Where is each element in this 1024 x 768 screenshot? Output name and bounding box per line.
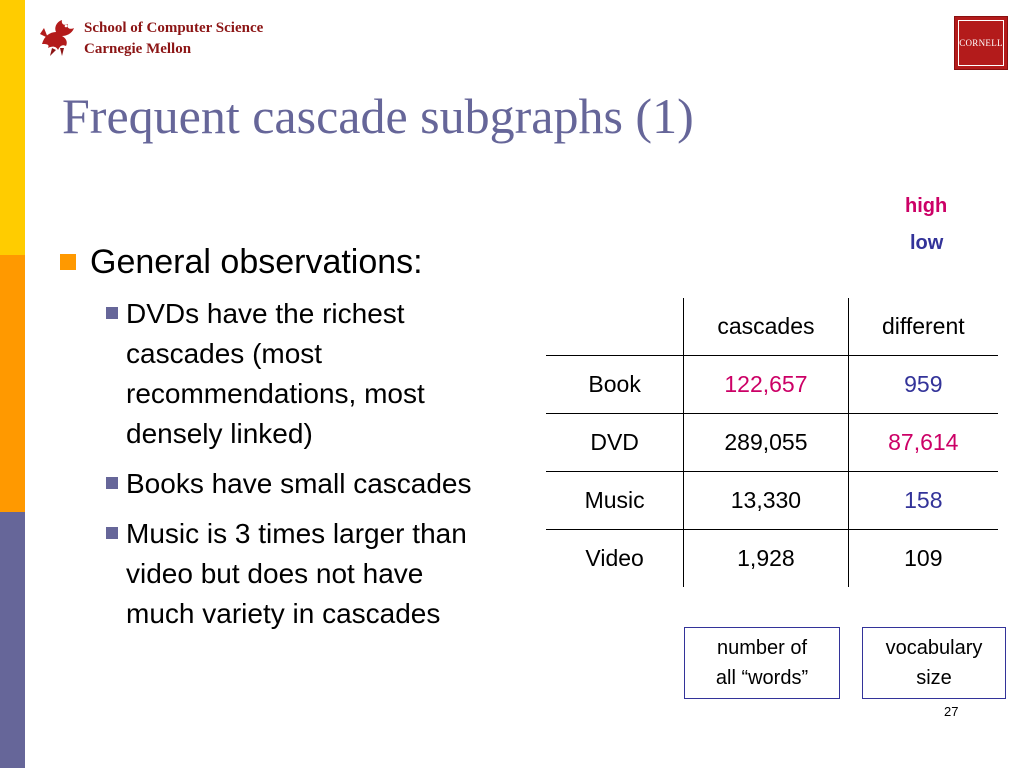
bullet-main (60, 240, 500, 284)
cascades-cell: 1,928 (684, 530, 848, 588)
slide-title: Frequent cascade subgraphs (1) (62, 88, 694, 144)
sidebar-yellow-segment (0, 0, 25, 255)
sub-bullet (106, 514, 500, 634)
cornell-logo-text: CORNELL (958, 20, 1004, 66)
sub-bullet (106, 464, 500, 504)
page-number: 27 (944, 704, 959, 719)
table-row (546, 356, 998, 414)
cascade-table-container (546, 298, 998, 588)
purple-square-bullet-icon (106, 307, 118, 319)
box2-line-1: vocabulary (885, 637, 983, 659)
cornell-logo (954, 16, 1008, 70)
slide-header (36, 14, 263, 60)
table-header-cascades: cascades (684, 298, 848, 356)
school-name (84, 18, 263, 60)
cascade-table (546, 298, 998, 587)
row-label: Book (546, 356, 684, 414)
box1-line-2: all “words” (715, 667, 809, 689)
table-row (546, 472, 998, 530)
table-header-row (546, 298, 998, 356)
purple-square-bullet-icon (106, 477, 118, 489)
bullet-main-text: General observations: (90, 243, 423, 281)
orange-square-bullet-icon (60, 254, 76, 270)
different-cell: 158 (848, 472, 998, 530)
sidebar-purple-segment (0, 512, 25, 768)
box1-line-1: number of (716, 637, 808, 659)
sub-bullet-text: Music is 3 times larger than video but does not have much variety in cascades (126, 518, 467, 629)
sidebar-color-bar (0, 0, 25, 768)
different-caption-box (862, 627, 1006, 699)
legend-low: low (910, 232, 944, 254)
bullet-list (60, 240, 500, 634)
table-header-different: different (848, 298, 998, 356)
row-label: DVD (546, 414, 684, 472)
cascades-cell: 289,055 (684, 414, 848, 472)
row-label: Music (546, 472, 684, 530)
table-row (546, 414, 998, 472)
cascades-cell: 13,330 (684, 472, 848, 530)
sub-bullet (106, 294, 500, 454)
different-cell: 87,614 (848, 414, 998, 472)
purple-square-bullet-icon (106, 527, 118, 539)
table-header-empty (546, 298, 684, 356)
cascades-cell: 122,657 (684, 356, 848, 414)
cmu-dragon-icon (36, 14, 80, 58)
table-row (546, 530, 998, 588)
legend-high: high (905, 195, 948, 217)
school-line-2: Carnegie Mellon (84, 41, 192, 57)
different-cell: 959 (848, 356, 998, 414)
sub-bullet-text: Books have small cascades (126, 468, 472, 499)
box2-line-2: size (916, 667, 952, 689)
sidebar-orange-segment (0, 255, 25, 512)
school-line-1: School of Computer Science (84, 20, 264, 36)
cascades-caption-box (684, 627, 840, 699)
row-label: Video (585, 545, 644, 571)
different-cell: 109 (848, 530, 998, 588)
sub-bullet-text: DVDs have the richest cascades (most recommendations, most densely linked) (126, 298, 425, 449)
